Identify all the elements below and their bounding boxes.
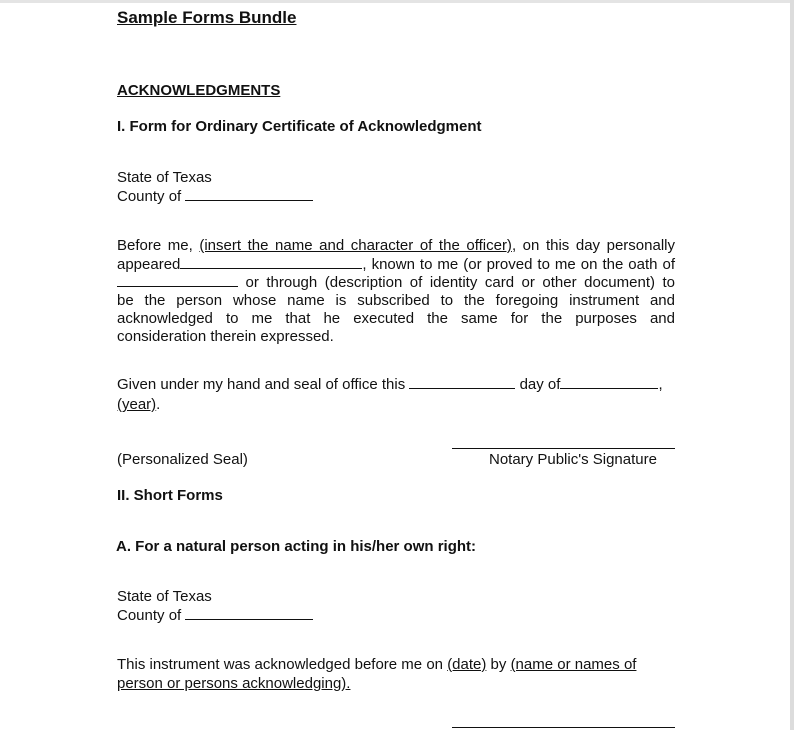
county-line-2 [117, 606, 313, 625]
paragraph-line-1 [117, 237, 675, 255]
text: day of [519, 376, 561, 393]
officer-placeholder: (insert the name and character of the officer) [199, 237, 512, 254]
year-placeholder: (year) [117, 396, 157, 413]
county-line [117, 187, 313, 206]
paragraph-line-5: acknowledged to me that he executed the same for the purposes and [117, 310, 675, 327]
county-blank[interactable] [185, 187, 313, 201]
paragraph-line-3 [117, 273, 675, 292]
names-placeholder: (name or names of [510, 656, 637, 673]
section-heading: ACKNOWLEDGMENTS [117, 82, 281, 99]
text: or through (description of identity card or other document) to [245, 274, 675, 291]
signature-line [452, 448, 675, 449]
window-top-border [0, 0, 794, 3]
county-label: County of [117, 607, 182, 624]
notary-signature-label: Notary Public's Signature [489, 451, 657, 468]
text: This instrument was acknowledged before me on [117, 656, 444, 673]
instrument-line-2: person or persons acknowledging). [117, 675, 351, 692]
short-forms-heading: II. Short Forms [117, 487, 223, 504]
text: by [490, 656, 507, 673]
signature-line-2 [452, 727, 675, 728]
instrument-line-1 [117, 656, 636, 674]
oath-blank[interactable] [117, 273, 238, 287]
paragraph-line-6: consideration therein expressed. [117, 328, 334, 345]
natural-person-heading: A. For a natural person acting in his/her own right: [116, 538, 477, 555]
state-line: State of Texas [117, 169, 212, 186]
document-title: Sample Forms Bundle [117, 8, 297, 27]
paragraph-line-2 [117, 255, 675, 274]
paragraph-line-4: be the person whose name is subscribed to the foregoing instrument and [117, 292, 675, 309]
text: , [658, 376, 663, 393]
year-line [117, 396, 160, 414]
date-placeholder: (date) [447, 656, 487, 673]
text: appeared [117, 256, 181, 273]
text: . [156, 396, 161, 413]
month-blank[interactable] [560, 375, 658, 389]
text: Before me, [117, 237, 193, 254]
appeared-blank[interactable] [180, 255, 362, 269]
scrollbar-track[interactable] [790, 0, 794, 730]
personalized-seal: (Personalized Seal) [117, 451, 248, 468]
county-blank-2[interactable] [185, 606, 313, 620]
county-label: County of [117, 188, 182, 205]
text: Given under my hand and seal of office this [117, 376, 406, 393]
text: , on this day personally [511, 237, 675, 254]
text: , known to me (or proved to me on the oath of [362, 256, 675, 273]
state-line-2: State of Texas [117, 588, 212, 605]
form1-heading: I. Form for Ordinary Certificate of Acknowledgment [117, 118, 482, 135]
day-blank[interactable] [409, 375, 515, 389]
given-line [117, 375, 663, 394]
